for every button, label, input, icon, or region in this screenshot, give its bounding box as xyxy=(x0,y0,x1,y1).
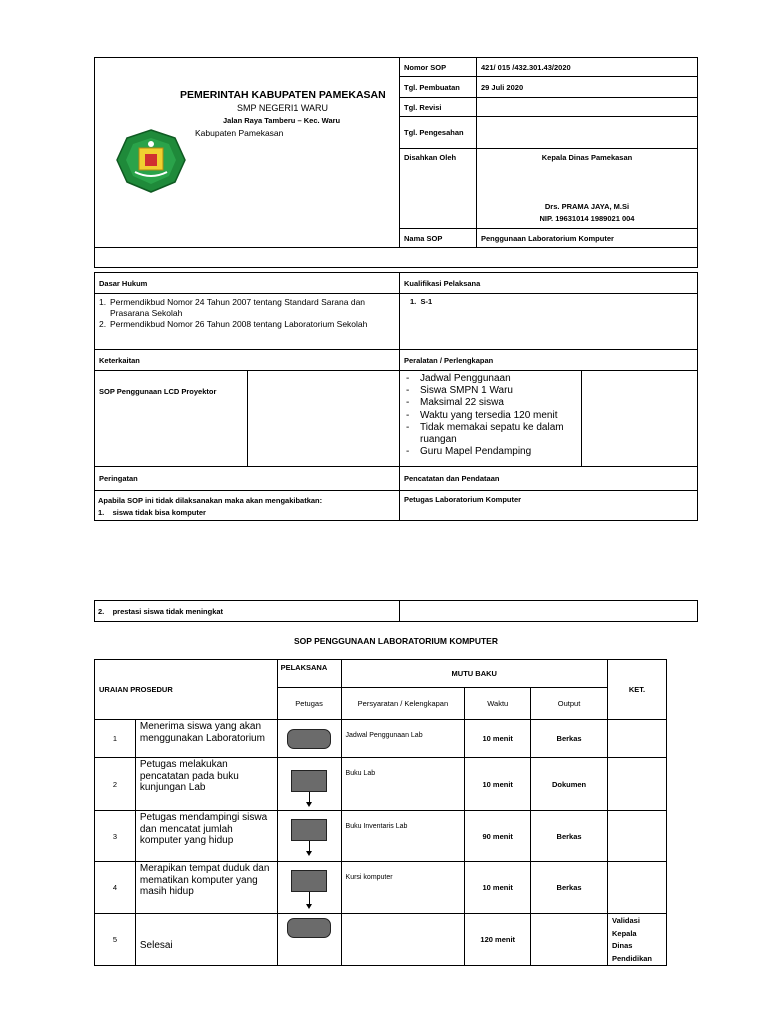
row-syarat: Jadwal Penggunaan Lab xyxy=(341,720,465,758)
peralatan-empty xyxy=(582,371,698,467)
row-uraian: Menerima siswa yang akan menggunakan Laboratorium xyxy=(135,720,277,758)
procedure-title: SOP PENGGUNAAN LABORATORIUM KOMPUTER xyxy=(293,636,498,646)
row-output: Berkas xyxy=(531,862,608,914)
row-number: 2 xyxy=(95,758,136,811)
arrow-down-icon xyxy=(309,841,310,853)
row-waktu: 90 menit xyxy=(465,811,531,862)
row-number: 4 xyxy=(95,862,136,914)
value-nomor-sop: 421/ 015 /432.301.43/2020 xyxy=(477,58,698,77)
peringatan-text: Apabila SOP ini tidak dilaksanakan maka akan mengakibatkan: xyxy=(98,496,323,505)
peralatan-item: - Waktu yang tersedia 120 menit xyxy=(406,409,558,421)
peringatan-item-1: 1. siswa tidak bisa komputer xyxy=(98,508,206,517)
peralatan-item: - Guru Mapel Pendamping xyxy=(406,446,532,458)
kualifikasi-cell xyxy=(400,294,698,350)
col-mutu: MUTU BAKU xyxy=(341,660,607,688)
approver-cell xyxy=(477,149,698,229)
table-row xyxy=(95,720,667,758)
row-syarat: Buku Lab xyxy=(341,758,465,811)
col-ket: KET. xyxy=(607,660,666,720)
approver-nip: NIP. 19631014 1989021 004 xyxy=(539,214,635,223)
peringatan-cell xyxy=(95,491,400,521)
table-row xyxy=(95,811,667,862)
terminator-shape xyxy=(287,729,331,749)
keterkaitan-empty xyxy=(248,371,400,467)
label-keterkaitan: Keterkaitan xyxy=(95,350,400,371)
header-spacer-row xyxy=(95,248,698,268)
pencatatan-value: Petugas Laboratorium Komputer xyxy=(400,491,698,521)
label-nama-sop: Nama SOP xyxy=(400,229,477,248)
row-syarat: Kursi komputer xyxy=(341,862,465,914)
process-shape xyxy=(291,770,327,792)
row-petugas-symbol xyxy=(277,758,341,811)
label-peralatan: Peralatan / Perlengkapan xyxy=(400,350,698,371)
row-syarat: Buku Inventaris Lab xyxy=(341,811,465,862)
approver-title: Kepala Dinas Pamekasan xyxy=(541,153,633,162)
approver-name: Drs. PRAMA JAYA, M.Si xyxy=(544,202,630,211)
regency-logo xyxy=(115,128,187,194)
peralatan-item: - Maksimal 22 siswa xyxy=(406,397,504,409)
label-nomor-sop: Nomor SOP xyxy=(400,58,477,77)
value-tgl-revisi xyxy=(477,98,698,117)
row-ket xyxy=(607,758,666,811)
regency-name: Kabupaten Pamekasan xyxy=(195,128,284,138)
row-ket xyxy=(607,862,666,914)
row-number: 5 xyxy=(95,914,136,966)
gov-title: PEMERINTAH KABUPATEN PAMEKASAN xyxy=(180,89,386,101)
row-number: 1 xyxy=(95,720,136,758)
col-petugas: Petugas xyxy=(277,688,341,720)
row-petugas-symbol xyxy=(277,862,341,914)
col-output: Output xyxy=(531,688,608,720)
dasar-hukum-item-1: 1. Permendikbud Nomor 24 Tahun 2007 tentang Standard Sarana dan Prasarana Sekolah xyxy=(99,297,366,318)
header-left-cell xyxy=(95,58,400,248)
continuation-table xyxy=(94,600,698,622)
label-kualifikasi: Kualifikasi Pelaksana xyxy=(400,273,698,294)
row-output: Berkas xyxy=(531,811,608,862)
value-tgl-pengesahan xyxy=(477,117,698,149)
table-row xyxy=(95,862,667,914)
peralatan-item: - Jadwal Penggunaan xyxy=(406,373,511,384)
row-petugas-symbol xyxy=(277,914,341,966)
row-petugas-symbol xyxy=(277,720,341,758)
arrow-down-icon xyxy=(309,792,310,804)
label-tgl-revisi: Tgl. Revisi xyxy=(400,98,477,117)
row-number: 3 xyxy=(95,811,136,862)
row-output: Berkas xyxy=(531,720,608,758)
row-ket: Validasi Kepala Dinas Pendidikan xyxy=(607,914,666,966)
row-waktu: 10 menit xyxy=(465,720,531,758)
row-ket xyxy=(607,811,666,862)
label-tgl-pembuatan: Tgl. Pembuatan xyxy=(400,77,477,98)
row-output: Dokumen xyxy=(531,758,608,811)
arrow-down-icon xyxy=(309,892,310,906)
row-uraian: Petugas melakukan pencatatan pada buku kunjungan Lab xyxy=(135,758,277,811)
label-disahkan-oleh: Disahkan Oleh xyxy=(400,149,477,229)
value-nama-sop: Penggunaan Laboratorium Komputer xyxy=(477,229,698,248)
peralatan-item: - Siswa SMPN 1 Waru xyxy=(406,385,513,397)
process-shape xyxy=(291,870,327,892)
row-uraian: Selesai xyxy=(135,914,277,966)
keterkaitan-item: SOP Penggunaan LCD Proyektor xyxy=(95,371,248,467)
row-uraian: Merapikan tempat duduk dan mematikan komputer yang masih hidup xyxy=(135,862,277,914)
continuation-empty xyxy=(400,601,698,622)
peringatan-item-2: 2. prestasi siswa tidak meningkat xyxy=(95,601,400,622)
info-table xyxy=(94,272,698,521)
process-shape xyxy=(291,819,327,841)
value-tgl-pembuatan: 29 Juli 2020 xyxy=(477,77,698,98)
row-petugas-symbol xyxy=(277,811,341,862)
school-name: SMP NEGERI1 WARU xyxy=(237,103,329,113)
terminator-shape xyxy=(287,918,331,938)
col-persyaratan: Persyaratan / Kelengkapan xyxy=(341,688,465,720)
dasar-hukum-cell xyxy=(95,294,400,350)
dasar-hukum-item-2: 2. Permendikbud Nomor 26 Tahun 2008 tentang Laboratorium Sekolah xyxy=(99,319,368,329)
school-address: Jalan Raya Tamberu – Kec. Waru xyxy=(223,116,341,125)
label-dasar-hukum: Dasar Hukum xyxy=(95,273,400,294)
row-waktu: 120 menit xyxy=(465,914,531,966)
table-row xyxy=(95,758,667,811)
label-peringatan: Peringatan xyxy=(95,467,400,491)
col-pelaksana: PELAKSANA xyxy=(277,660,341,688)
row-output xyxy=(531,914,608,966)
row-uraian: Petugas mendampingi siswa dan mencatat jumlah komputer yang hidup xyxy=(135,811,277,862)
label-pencatatan: Pencatatan dan Pendataan xyxy=(400,467,698,491)
peralatan-item: - Tidak memakai sepatu ke dalam ruangan xyxy=(406,421,564,446)
procedure-table xyxy=(94,659,667,966)
row-syarat xyxy=(341,914,465,966)
label-tgl-pengesahan: Tgl. Pengesahan xyxy=(400,117,477,149)
table-row xyxy=(95,914,667,966)
kualifikasi-item-1: 1. S-1 xyxy=(410,297,433,306)
row-ket xyxy=(607,720,666,758)
row-waktu: 10 menit xyxy=(465,758,531,811)
col-uraian: URAIAN PROSEDUR xyxy=(95,660,278,720)
col-waktu: Waktu xyxy=(465,688,531,720)
row-waktu: 10 menit xyxy=(465,862,531,914)
header-table xyxy=(94,57,698,268)
peralatan-cell xyxy=(400,371,582,467)
